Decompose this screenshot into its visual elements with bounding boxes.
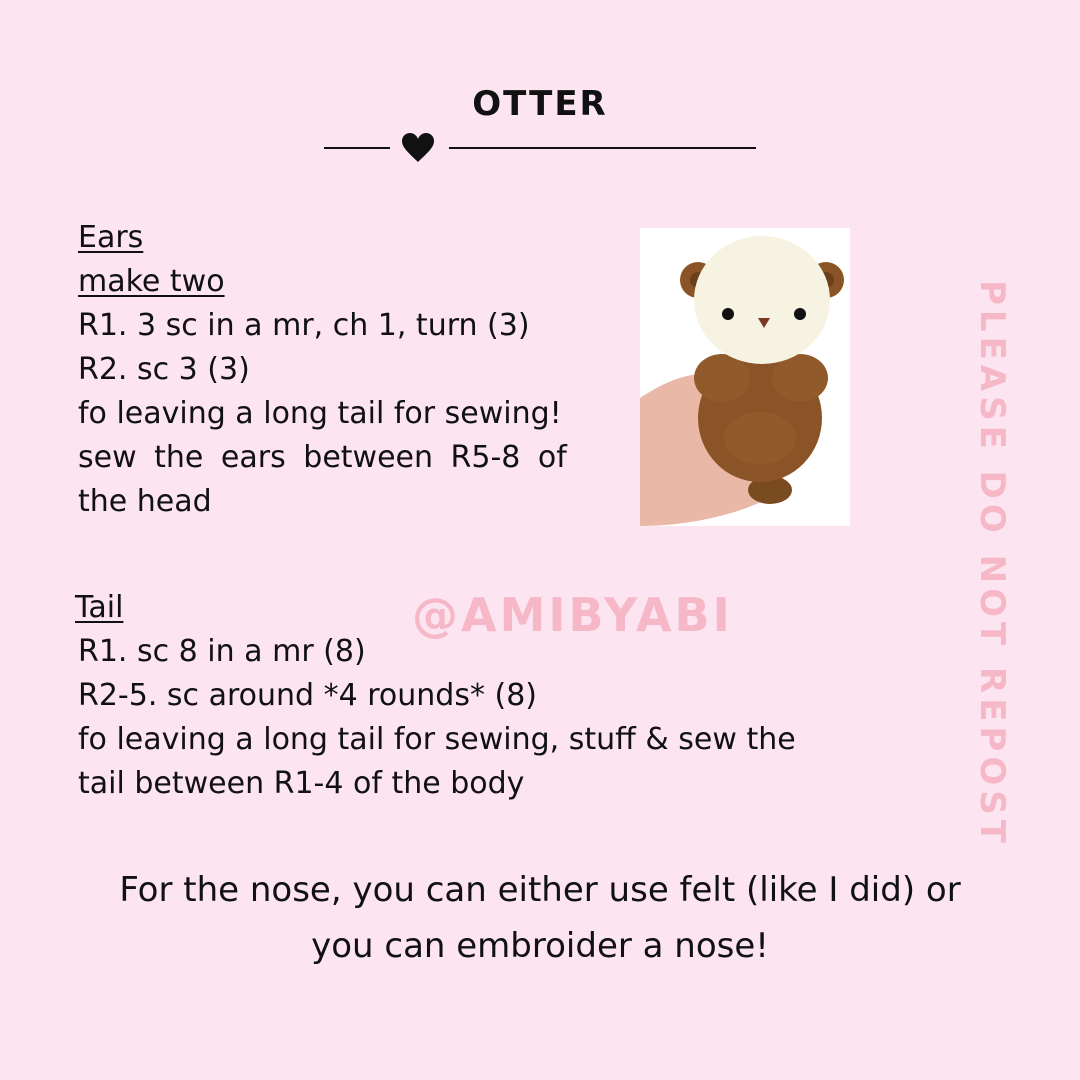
ears-line: the head — [78, 484, 212, 519]
otter-plush-photo — [640, 228, 850, 526]
ears-heading: Ears — [78, 220, 144, 255]
nose-note — [0, 862, 1080, 974]
ears-section — [78, 216, 578, 524]
tail-line: R1. sc 8 in a mr (8) — [78, 634, 366, 669]
ears-line: fo leaving a long tail for sewing! — [78, 396, 562, 431]
tail-heading: Tail — [75, 590, 124, 625]
tail-line: fo leaving a long tail for sewing, stuff & sew the — [78, 722, 796, 757]
nose-note-line: you can embroider a nose! — [311, 926, 769, 966]
divider-line-right — [449, 147, 756, 149]
divider-line-left — [324, 147, 390, 149]
tail-line: R2-5. sc around *4 rounds* (8) — [78, 678, 537, 713]
watermark-repost: PLEASE DO NOT REPOST — [972, 280, 1012, 848]
ears-subheading: make two — [78, 264, 225, 299]
tail-line: tail between R1-4 of the body — [78, 766, 525, 801]
watermark-handle: @AMIBYABI — [412, 588, 733, 642]
ears-line: R2. sc 3 (3) — [78, 352, 250, 387]
ears-line: sew the ears between R5-8 of — [78, 440, 567, 475]
ears-line: R1. 3 sc in a mr, ch 1, turn (3) — [78, 308, 530, 343]
page-title: OTTER — [472, 84, 608, 124]
heart-icon — [400, 132, 436, 164]
nose-note-line: For the nose, you can either use felt (like I did) or — [119, 870, 961, 910]
